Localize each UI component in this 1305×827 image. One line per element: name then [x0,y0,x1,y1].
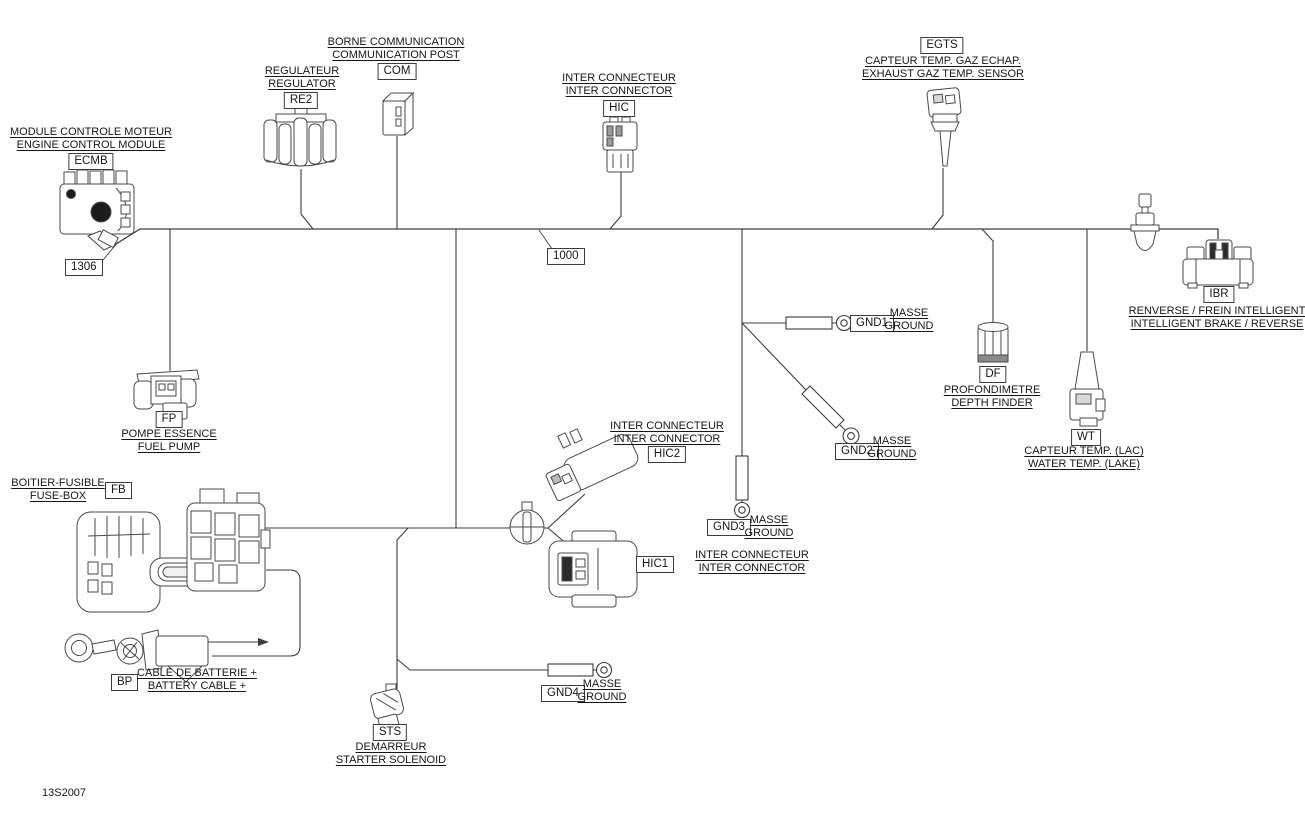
hic-name-en: INTER CONNECTOR [565,84,673,97]
egts-code-box: EGTS [920,37,963,54]
hic1-code-box: HIC1 [636,556,674,573]
re2-name-en: REGULATOR [268,77,336,90]
gnd1-sleeve [786,317,832,329]
gnd2-name-en: GROUND [867,447,917,460]
grommet-drawing [510,502,544,544]
fp-code-box: FP [156,411,183,428]
hic-code-box: HIC [603,100,635,117]
hic1-name-fr: INTER CONNECTEUR [695,549,809,561]
water-temp-sensor-drawing [1070,352,1105,426]
gnd2-code-box: GND2 [835,443,879,460]
sts-name-en: STARTER SOLENOID [335,753,447,766]
hic-connector-drawing [603,117,637,172]
gnd3-label [745,514,794,539]
harness-wires [103,136,1218,689]
sheet-code: 13S2007 [42,787,87,799]
ibr-name-en: INTELLIGENT BRAKE / REVERSE [1130,317,1304,330]
communication-post-drawing [383,93,413,135]
com-code-box: COM [378,63,417,80]
wt-name-fr: CAPTEUR TEMP. (LAC) [1024,445,1144,457]
ref-1000-box: 1000 [547,248,585,265]
gnd3-name-en: GROUND [744,526,794,539]
df-name-fr: PROFONDIMETRE [943,384,1041,396]
bp-name-fr: CABLE DE BATTERIE + [137,667,257,679]
ibr-name-fr: RENVERSE / FREIN INTELLIGENT [1128,305,1305,317]
egts-sensor-drawing [927,87,962,166]
jog-wire [397,528,408,659]
hic-label [562,72,676,97]
gnd4-sleeve [548,664,593,676]
egts-label [862,55,1024,80]
ecm-device-drawing [60,170,134,250]
ecmb-name-fr: MODULE CONTROLE MOTEUR [10,126,172,138]
df-branch-wire [982,229,993,322]
bp-name-en: BATTERY CABLE + [147,679,247,692]
ecmb-code-box: ECMB [68,153,113,170]
fb-name-fr: BOITIER-FUSIBLE [11,477,105,489]
fp-name-fr: POMPE ESSENCE [121,428,217,440]
gnd3-name-fr: MASSE [749,514,789,526]
re2-label [265,65,339,90]
ref1000-leader [539,230,552,249]
ibr-connector-drawing [1183,240,1253,288]
re2-branch-wire [301,169,313,229]
egts-branch-wire [932,168,943,229]
hic-name-fr: INTER CONNECTEUR [562,72,676,84]
com-name-en: COMMUNICATION POST [332,48,460,61]
ref-1306-box: 1306 [65,259,103,276]
gnd4-name-en: GROUND [577,690,627,703]
wt-code-box: WT [1071,429,1101,446]
bp-code-box: BP [111,674,138,691]
df-code-box: DF [979,366,1006,383]
battery-arrowhead [258,638,269,646]
gnd4-name-fr: MASSE [582,678,622,690]
fuse-box-drawing [77,489,270,612]
fb-name-en: FUSE-BOX [29,489,87,502]
egts-name-fr: CAPTEUR TEMP. GAZ ECHAP. [865,55,1021,67]
re2-name-fr: REGULATEUR [264,65,340,77]
hic2-name-en: INTER CONNECTOR [613,432,721,445]
main-trunk-wire [116,229,1218,244]
regulator-device-drawing [264,108,336,166]
bp-label [137,667,257,692]
hic-branch-wire [610,172,621,229]
ibr-code-box: IBR [1203,286,1234,303]
gnd3-code-box: GND3 [707,519,751,536]
sts-label [336,741,446,766]
fb-code-box: FB [105,482,132,499]
df-name-en: DEPTH FINDER [951,396,1033,409]
gnd2-name-fr: MASSE [872,435,912,447]
gnd2-sleeve [802,386,844,428]
ibr-label [1129,305,1305,330]
hic1-label [695,549,809,574]
depth-finder-drawing [978,323,1008,363]
ground-terminals [548,316,859,678]
ecmb-label [10,126,172,151]
wt-name-en: WATER TEMP. (LAKE) [1027,457,1141,470]
gnd1-name-en: GROUND [884,319,934,332]
fp-name-en: FUEL PUMP [137,440,201,453]
gnd1-code-box: GND1 [850,315,894,332]
egts-name-en: EXHAUST GAZ TEMP. SENSOR [862,67,1024,80]
hic2-split-wire [548,494,585,528]
hic2-name-fr: INTER CONNECTEUR [610,420,724,432]
wt-label [1024,445,1143,470]
sts-name-fr: DEMARREUR [355,741,427,753]
bullet-connector-drawing [1131,194,1159,251]
com-name-fr: BORNE COMMUNICATION [327,36,465,48]
hic2-code-box: HIC2 [648,446,686,463]
gnd2-label [868,435,917,460]
re2-code-box: RE2 [284,92,318,109]
hic1-connector-drawing [549,531,637,607]
gnd1-label [885,307,934,332]
gnd3-sleeve [736,456,748,500]
fb-label [11,477,105,502]
hic2-label [610,420,724,445]
df-label [944,384,1041,409]
gnd4-code-box: GND4 [541,685,585,702]
fp-label [121,428,216,453]
gnd1-name-fr: MASSE [889,307,929,319]
ecmb-name-en: ENGINE CONTROL MODULE [16,138,166,151]
hic1-name-en: INTER CONNECTOR [698,561,806,574]
sts-code-box: STS [373,724,407,741]
gnd4-label [578,678,627,703]
com-label [328,36,465,61]
